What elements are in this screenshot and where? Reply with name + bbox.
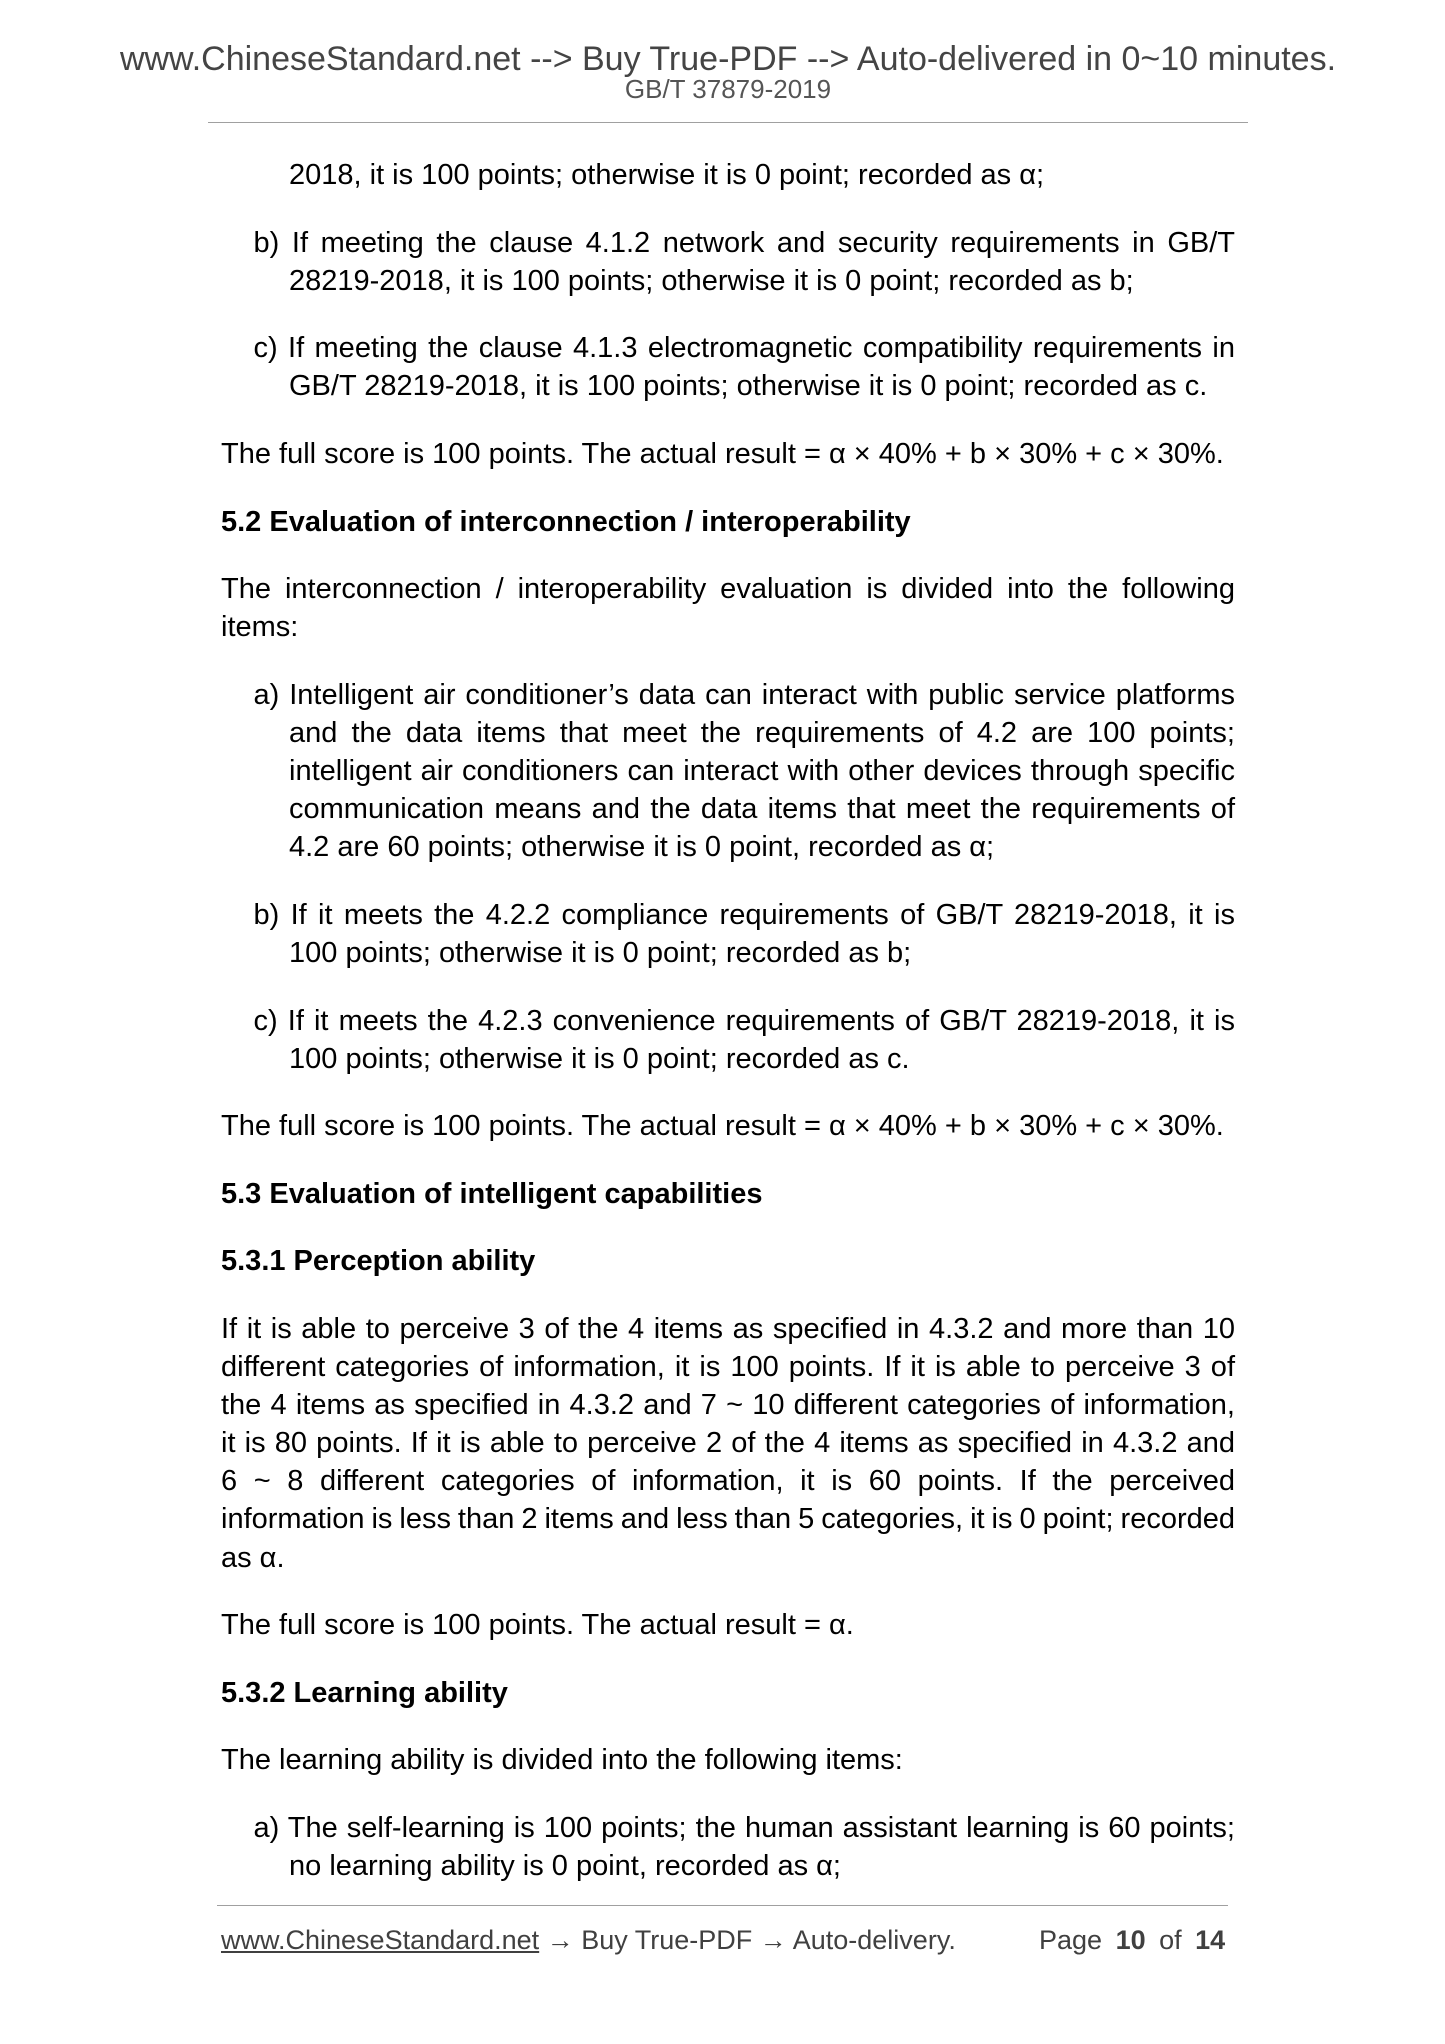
text-line: the 4 items as specified in 4.3.2 and 7 ~ 10 different categories of information,	[221, 1389, 1235, 1422]
page-body	[221, 156, 1235, 1885]
text-line: The learning ability is divided into the following items:	[221, 1744, 903, 1777]
header-banner: www.ChineseStandard.net --> Buy True-PDF --> Auto-delivered in 0~10 minutes.	[119, 40, 1337, 78]
list-item-b	[221, 224, 1235, 300]
paragraph-perception	[221, 1310, 1235, 1577]
text-line: 100 points; otherwise it is 0 point; recorded as b;	[289, 936, 912, 969]
heading-text: 5.3.1 Perception ability	[221, 1245, 536, 1278]
text-line: information is less than 2 items and less than 5 categories, it is 0 point; recorded	[221, 1503, 1235, 1536]
list-item-a	[221, 676, 1235, 866]
text-line: different categories of information, it is 100 points. If it is able to perceive 3 of	[221, 1351, 1235, 1384]
text-line: 2018, it is 100 points; otherwise it is 0 point; recorded as α;	[289, 159, 1045, 191]
text-line	[254, 224, 1236, 262]
text-line	[254, 896, 1236, 934]
text-line: as α.	[221, 1541, 285, 1574]
page-of: of	[1159, 1925, 1182, 1955]
text-line: The interconnection / interoperability evaluation is divided into the following	[221, 573, 1235, 606]
text-line: 100 points; otherwise it is 0 point; recorded as c.	[289, 1042, 910, 1075]
page-number	[1039, 1923, 1225, 1957]
text-line: and the data items that meet the requirements of 4.2 are 100 points;	[289, 716, 1235, 749]
footer-promo	[221, 1923, 956, 1957]
text-line: If it is able to perceive 3 of the 4 items as specified in 4.3.2 and more than 10	[221, 1312, 1235, 1345]
list-label: c)	[253, 1004, 278, 1037]
text-line: GB/T 28219-2018, it is 100 points; otherwise it is 0 point; recorded as c.	[289, 370, 1208, 403]
text-line-content: If meeting the clause 4.1.2 network and security requirements in GB/T	[291, 226, 1235, 259]
text-line: The full score is 100 points. The actual result = α × 40% + b × 30% + c × 30%.	[221, 437, 1224, 470]
score-formula	[221, 1606, 1235, 1644]
text-line	[254, 676, 1236, 714]
page-total: 14	[1195, 1925, 1226, 1955]
header-rule	[208, 122, 1248, 123]
heading-text: 5.2 Evaluation of interconnection / interoperability	[221, 505, 911, 538]
section-heading-5-3	[221, 1175, 1235, 1213]
text-line-content: Intelligent air conditioner’s data can interact with public service platforms	[289, 678, 1235, 711]
list-label: a)	[253, 678, 280, 711]
text-line-content: If it meets the 4.2.2 compliance requirements of GB/T 28219-2018, it is	[290, 898, 1235, 931]
footer-rule	[217, 1905, 1228, 1906]
section-heading-5-2	[221, 503, 1235, 541]
text-line: 4.2 are 60 points; otherwise it is 0 point, recorded as α;	[289, 831, 995, 864]
heading-text: 5.3 Evaluation of intelligent capabilities	[221, 1177, 763, 1210]
header-document-id: GB/T 37879-2019	[624, 74, 832, 104]
text-line-content: If it meets the 4.2.3 convenience requirements of GB/T 28219-2018, it is	[287, 1004, 1235, 1037]
score-formula	[221, 435, 1235, 473]
section-heading-5-3-1	[221, 1242, 1235, 1280]
page-word: Page	[1039, 1925, 1103, 1955]
list-item-c	[221, 329, 1235, 405]
text-line-content: If meeting the clause 4.1.3 electromagnetic compatibility requirements in	[288, 332, 1236, 365]
list-item-c	[221, 1002, 1235, 1078]
text-line: The full score is 100 points. The actual result = α.	[221, 1609, 854, 1642]
text-line	[254, 1002, 1236, 1040]
text-line: intelligent air conditioners can interact with other devices through specific	[289, 755, 1235, 788]
page-current: 10	[1115, 1925, 1146, 1955]
section-heading-5-3-2	[221, 1674, 1235, 1712]
text-line: The full score is 100 points. The actual result = α × 40% + b × 30% + c × 30%.	[221, 1110, 1224, 1143]
list-item-b	[221, 896, 1235, 972]
text-line-content: The self-learning is 100 points; the human assistant learning is 60 points;	[287, 1811, 1235, 1844]
list-item-a-continuation	[221, 156, 1235, 194]
paragraph-learning-intro	[221, 1741, 1235, 1779]
list-label: b)	[253, 226, 280, 259]
text-line: 28219-2018, it is 100 points; otherwise it is 0 point; recorded as b;	[289, 264, 1134, 297]
text-line	[254, 1809, 1236, 1847]
text-line: no learning ability is 0 point, recorded as α;	[289, 1850, 841, 1882]
list-label: c)	[253, 332, 278, 365]
heading-text: 5.3.2 Learning ability	[221, 1676, 508, 1709]
text-line: 6 ~ 8 different categories of information, it is 60 points. If the perceived	[221, 1465, 1235, 1498]
text-line: it is 80 points. If it is able to perceive 2 of the 4 items as specified in 4.3.2 and	[221, 1427, 1235, 1460]
text-line	[254, 329, 1236, 367]
list-label: b)	[253, 898, 280, 931]
score-formula	[221, 1107, 1235, 1145]
footer-site-link[interactable]: www.ChineseStandard.net	[221, 1925, 540, 1955]
text-line: items:	[221, 611, 299, 644]
list-label: a)	[253, 1811, 280, 1844]
paragraph-5-2-intro	[221, 570, 1235, 646]
footer-promo-text: → Buy True-PDF → Auto-delivery.	[546, 1925, 956, 1955]
text-line: communication means and the data items that meet the requirements of	[289, 793, 1235, 826]
list-item-a	[221, 1809, 1235, 1885]
